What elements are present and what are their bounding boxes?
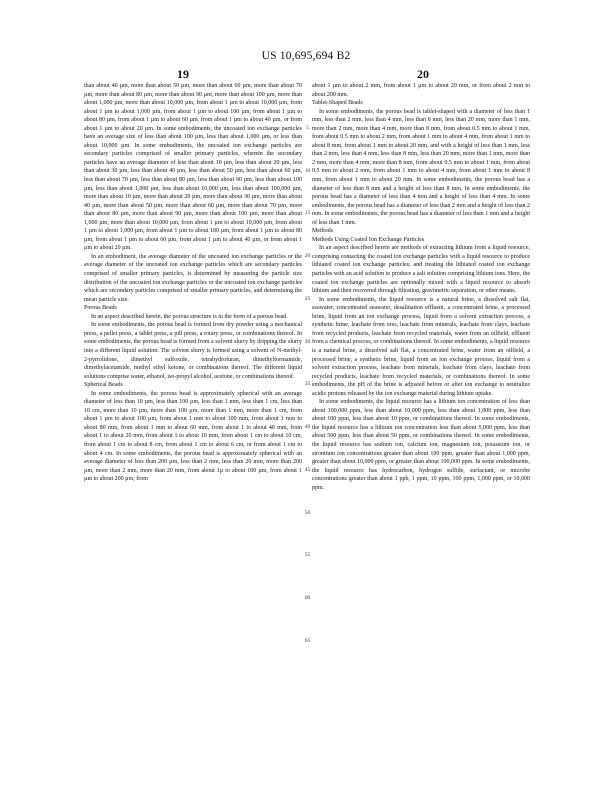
line-number: 55 [304, 552, 311, 559]
line-number: 10 [304, 167, 311, 174]
line-number: 25 [304, 295, 311, 302]
paragraph: In an embodiment, the average diameter of the uncoated ion exchange particles or the average diameter of the uncoated ion exchange particles which are secondary particles comprised of smaller primary particles, is determined by measuring the particle size distribution of the uncoated ion exchange particles or the uncoated ion exchange particles which are secondary particles comprised of smaller primary particles, and determining the mean particle size. [84, 253, 302, 303]
paragraph: In some embodiments, the liquid resource has a lithium ion concentration of less than about 100,000 ppm, less than about 10,000 ppm, less than about 1,000 ppm, less than about 100 ppm, less than about 10 ppm, or combinations thereof. In some embodiments, the liquid resource has a lithium ion concentration less than about 5,000 ppm, less than about 500 ppm, less than about 50 ppm, or combinations thereof. In some embodiments, the liquid resource has sodium ion, calcium ion, magnesium ion, potassium ion, or strontium ion concentrations greater than about 100 ppm, greater than about 1,000 ppm, greater than about 10,000 ppm, or greater than about 100,000 ppm. In some embodiments, the liquid resource has hydrocarbon, hydrogen sulfide, surfactant, or microbe concentrations greater than about 1 ppb, 1 ppm, 10 ppm, 100 ppm, 1,000 ppm, or 10,000 ppm. [312, 399, 530, 491]
line-number: 5 [306, 124, 309, 131]
paragraph: In some embodiments, the porous bead is approximately spherical with an average diameter of less than 10 µm, less than 100 µm, less than 1 mm, less than 1 cm, less than 10 cm, more than 10 µm, more than 100 µm, more than 1 mm, more than 1 cm, from about 1 µm to about 100 µm, from about 1 mm to about 100 mm, from about 1 mm to about 80 mm, from about 1 mm to about 60 mm, from about 1 to about 40 mm, from about 1 to about 20 mm, from about 1 to about 10 mm, from about 1 cm to about 10 cm, from about 1 cm to about 8 cm, from about 1 cm to about 6 cm, or from about 1 cm to about 4 cm. In some embodiments, the porous bead is approximately spherical with an average diameter of less than 200 µm, less than 2 mm, less than 20 mm, more than 200 µm, more than 2 mm, more than 20 mm, from about 1µ to about 100 µm, from about 1 µm to about 200 µm, from [84, 390, 302, 483]
section-heading: Spherical Beads [84, 382, 123, 389]
line-number: 50 [304, 509, 311, 516]
patent-number: US 10,695,694 B2 [261, 50, 351, 62]
paragraph: In an aspect described herein are methods of extracting lithium from a liquid resource, comprising contacting the coated ion exchange particles with a liquid resource to produce lithiated coated ion exchange particles; and treating the lithiated coated ion exchange particles with an acid solution to produce a salt solution comprising lithium ions. Here, the coated ion exchange particles are optionally mixed with a liquid resource to absorb lithium and then recovered through filtration, gravimetric separation, or other means. [312, 245, 530, 295]
line-number: 60 [304, 595, 311, 601]
paragraph: In some embodiments, the porous bead is tablet-shaped with a diameter of less than 1 mm, less than 2 mm, less than 4 mm, less than 8 mm, less than 20 mm, more than 1 mm, more than 2 mm, more than 4 mm, more than 8 mm, from about 0.5 mm to about 1 mm, from about 0.5 mm to about 2 mm, from about 1 mm to about 4 mm, from about 1 mm to about 8 mm, from about 1 mm to about 20 mm, and with a height of less than 1 mm, less than 2 mm, less than 4 mm, less than 8 mm, less than 20 mm, more than 1 mm, more than 2 mm, more than 4 mm, more than 8 mm, from about 0.5 mm to about 1 mm, from about 0.5 mm to about 2 mm, from about 1 mm to about 4 mm, from about 1 mm to about 8 mm, from about 1 mm to about 20 mm. In some embodiments, the porous bead has a diameter of less than 8 mm and a height of less than 8 mm. In some embodiments, the porous bead has a diameter of less than 4 mm and a height of less than 4 mm. In some embodiments, the porous bead has a diameter of less than 2 mm and a height of less than 2 mm. In some embodiments, the porous bead has a diameter of less than 1 mm and a height of less than 1 mm. [312, 108, 530, 226]
left-column [84, 82, 302, 484]
section-heading: Tablet-Shaped Beads [312, 100, 363, 107]
paragraph: than about 40 µm, more than about 50 µm, more than about 60 µm, more than about 70 µm, more than about 80 µm, more than about 90 µm, more than about 100 µm, more than about 1,000 µm, more than about 10,000 µm, from about 1 µm to about 10,000 µm, from about 1 µm to about 1,000 µm, from about 1 µm to about 100 µm, from about 1 µm to about 80 µm, from about 1 µm to about 60 µm, from about 1 µm to about 40 µm, or from about 1 µm to about 20 µm. In some embodiments, the uncoated ion exchange particles have an average size of less than about 100 µm, less than about 1,000 µm, or less than about 10,000 µm. In some embodiments, the uncoated ion exchange particles are secondary particles comprised of smaller primary particles, wherein the secondary particles have an average diameter of less than about 10 µm, less than about 20 µm, less than about 30 µm, less than about 40 µm, less than about 50 µm, less than about 60 µm, less than about 70 µm, less than about 80 µm, less than about 90 µm, less than about 100 µm, less than about 1,000 µm, less than about 10,000 µm, less than about 100,000 µm, more than about 10 µm, more than about 20 µm, more than about 30 µm, more than about 40 µm, more than about 50 µm, more than about 60 µm, more than about 70 µm, more than about 80 µm, more than about 90 µm, more than about 100 µm, more than about 1,000 µm, more than about 10,000 µm, from about 1 µm to about 10,000 µm, from about 1 µm to about 1,000 µm, from about 1 µm to about 100 µm, from about 1 µm to about 80 µm, from about 1 µm to about 60 µm, from about 1 µm to about 40 µm, or from about 1 µm to about 20 µm. [84, 83, 302, 252]
line-number: 65 [304, 637, 311, 644]
line-number: 15 [304, 210, 311, 217]
left-page-number: 19 [177, 67, 189, 81]
right-column [312, 82, 530, 492]
right-page-number: 20 [417, 67, 429, 81]
section-heading: Methods Using Coated Ion Exchange Particles [312, 236, 425, 243]
paragraph: In some embodiments, the porous bead is formed from dry powder using a mechanical press, a pellet press, a tablet press, a pill press, a rotary press, or combinations thereof. In some embodiments, the porous bead is formed from a solvent slurry by dripping the slurry into a different liquid solution. The solvent slurry is formed using a solvent of N-methyl-2-pyrrolidone, dimethyl sulfoxide, tetrahydrofuran, dimethylformamide, dimethylacetamide, methyl ethyl ketone, or combinations thereof. The different liquid solutions comprise water, ethanol, iso-propyl alcohol, acetone, or combinations thereof. [84, 322, 302, 380]
paragraph: about 1 µm to about 2 mm, from about 1 µm to about 20 mm, or from about 2 mm to about 200 mm. [312, 83, 530, 98]
section-heading: Porous Beads [84, 305, 117, 312]
line-number: 20 [304, 253, 311, 259]
paragraph: In some embodiments, the liquid resource is a natural brine, a dissolved salt flat, seawater, concentrated seawater, desalination effluent, a concentrated brine, a processed brine, liquid from an ion exchange process, liquid from a solvent extraction process, a synthetic brine, leachate from ores, leachate from minerals, leachate from clays, leachate from recycled products, leachate from recycled materials, water from an oilfield, effluent from a chemical process, or combinations thereof. In some embodiments, a liquid resource is a natural brine, a dissolved salt flat, a concentrated brine, water from an oilfield, a processed brine, a synthetic brine, liquid from an ion exchange process, liquid from a solvent extraction process, leachate from minerals, leachate from clays, leachate from recycled products, leachate from recycled materials, or combinations thereof. In some embodiments, the pH of the brine is adjusted before or after ion exchange to neutralize acidic protons released by the ion exchange material during lithium uptake. [312, 296, 530, 397]
section-heading: Methods [312, 228, 333, 235]
paragraph: In an aspect described herein, the porous structure is in the form of a porous bead. [91, 313, 288, 320]
line-number: 40 [304, 424, 311, 430]
line-number: 35 [304, 381, 311, 388]
line-number: 45 [304, 466, 311, 473]
line-number: 30 [304, 338, 311, 345]
